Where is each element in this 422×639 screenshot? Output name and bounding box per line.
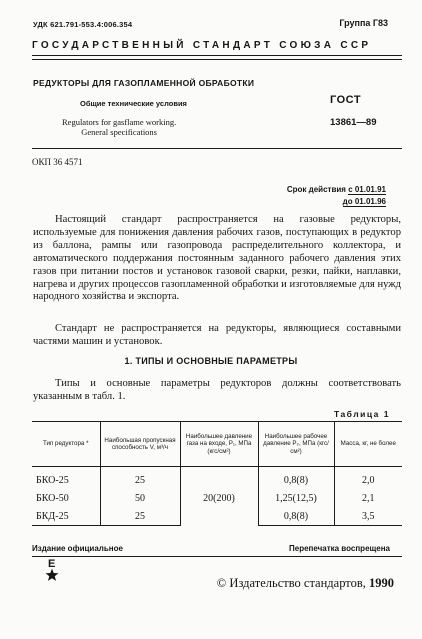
cell-capacity: 25 xyxy=(100,507,180,526)
table-row xyxy=(32,467,402,490)
header-rule-top xyxy=(32,55,402,56)
cell-capacity: 25 xyxy=(100,467,180,490)
parameters-table xyxy=(32,421,402,526)
gost-number: 13861—89 xyxy=(330,117,377,128)
cell-capacity: 50 xyxy=(100,489,180,507)
reprint-notice: Перепечатка воспрещена xyxy=(289,544,390,553)
document-title: РЕДУКТОРЫ ДЛЯ ГАЗОПЛАМЕННОЙ ОБРАБОТКИ xyxy=(33,78,255,88)
cell-inlet-pressure: 20(200) xyxy=(180,467,258,526)
title-en-line-1: Regulators for gasflame working. xyxy=(62,117,177,127)
cell-mass: 2,0 xyxy=(334,467,402,490)
gost-label: ГОСТ xyxy=(330,94,362,106)
header-capacity: Наибольшая пропускная способность V, м³/ч xyxy=(100,422,180,467)
header-rule-bottom xyxy=(32,59,402,60)
cell-type: БКО-50 xyxy=(32,489,100,507)
document-subtitle: Общие технические условия xyxy=(80,99,187,108)
group-code: Группа Г83 xyxy=(339,18,388,28)
document-title-english xyxy=(62,117,176,137)
validity-block xyxy=(287,184,386,208)
types-paragraph: Типы и основные параметры редукторов должны соответствовать указанным в табл. 1. xyxy=(33,378,401,402)
okp-code: ОКП 36 4571 xyxy=(32,157,83,167)
cell-type: БКД-25 xyxy=(32,507,100,526)
scope-paragraph: Настоящий стандарт распространяется на газовые редукторы, используемые для понижения давления рабочих газов, поступающих в редуктор из баллона, рампы или газопровода распределительного коллектора, и автоматического поддержания постоянным заданного рабочего давления этих газов при питании постов и установок газовой сварки, резки, пайки, наплавки, нагрева и других процессов газопламенной обработки и изготовляемые для нужд народного хозяйства и экспорта. xyxy=(33,214,401,303)
header-working-pressure: Наибольшее рабочее давление P₂, МПа (кгс/см²) xyxy=(258,422,334,467)
cell-mass: 2,1 xyxy=(334,489,402,507)
footer-rule xyxy=(32,556,402,557)
cell-type: БКО-25 xyxy=(32,467,100,490)
edition-mark: Е xyxy=(48,558,56,570)
table-header-row xyxy=(32,422,402,467)
section-title: 1. ТИПЫ И ОСНОВНЫЕ ПАРАМЕТРЫ xyxy=(124,356,298,366)
validity-from: с 01.01.91 xyxy=(348,185,386,194)
cell-working-pressure: 0,8(8) xyxy=(258,467,334,490)
header-mass: Масса, кг, не более xyxy=(334,422,402,467)
validity-start xyxy=(287,184,386,196)
title-rule xyxy=(32,148,402,149)
validity-end xyxy=(287,196,386,208)
header-inlet-pressure: Наибольшее давление газа на входе, P₁, МПа (кгс/см²) xyxy=(180,422,258,467)
title-en-line-2: General specifications xyxy=(81,127,157,137)
udk-code: УДК 621.791-553.4:006.354 xyxy=(33,20,133,29)
copyright-year: 1990 xyxy=(369,576,394,590)
standard-header: ГОСУДАРСТВЕННЫЙ СТАНДАРТ СОЮЗА ССР xyxy=(32,40,372,51)
cell-mass: 3,5 xyxy=(334,507,402,526)
copyright-text: © Издательство стандартов, xyxy=(216,576,366,590)
exclusion-paragraph: Стандарт не распространяется на редукторы, являющиеся составными частями машин и установок. xyxy=(33,323,401,347)
star-icon xyxy=(45,568,59,582)
header-type: Тип редуктора * xyxy=(32,422,100,467)
cell-working-pressure: 1,25(12,5) xyxy=(258,489,334,507)
cell-working-pressure: 0,8(8) xyxy=(258,507,334,526)
validity-to: до 01.01.96 xyxy=(342,197,386,206)
copyright xyxy=(217,576,394,591)
validity-label: Срок действия xyxy=(286,185,346,194)
table-label: Таблица 1 xyxy=(333,409,390,419)
official-edition: Издание официальное xyxy=(32,544,123,553)
